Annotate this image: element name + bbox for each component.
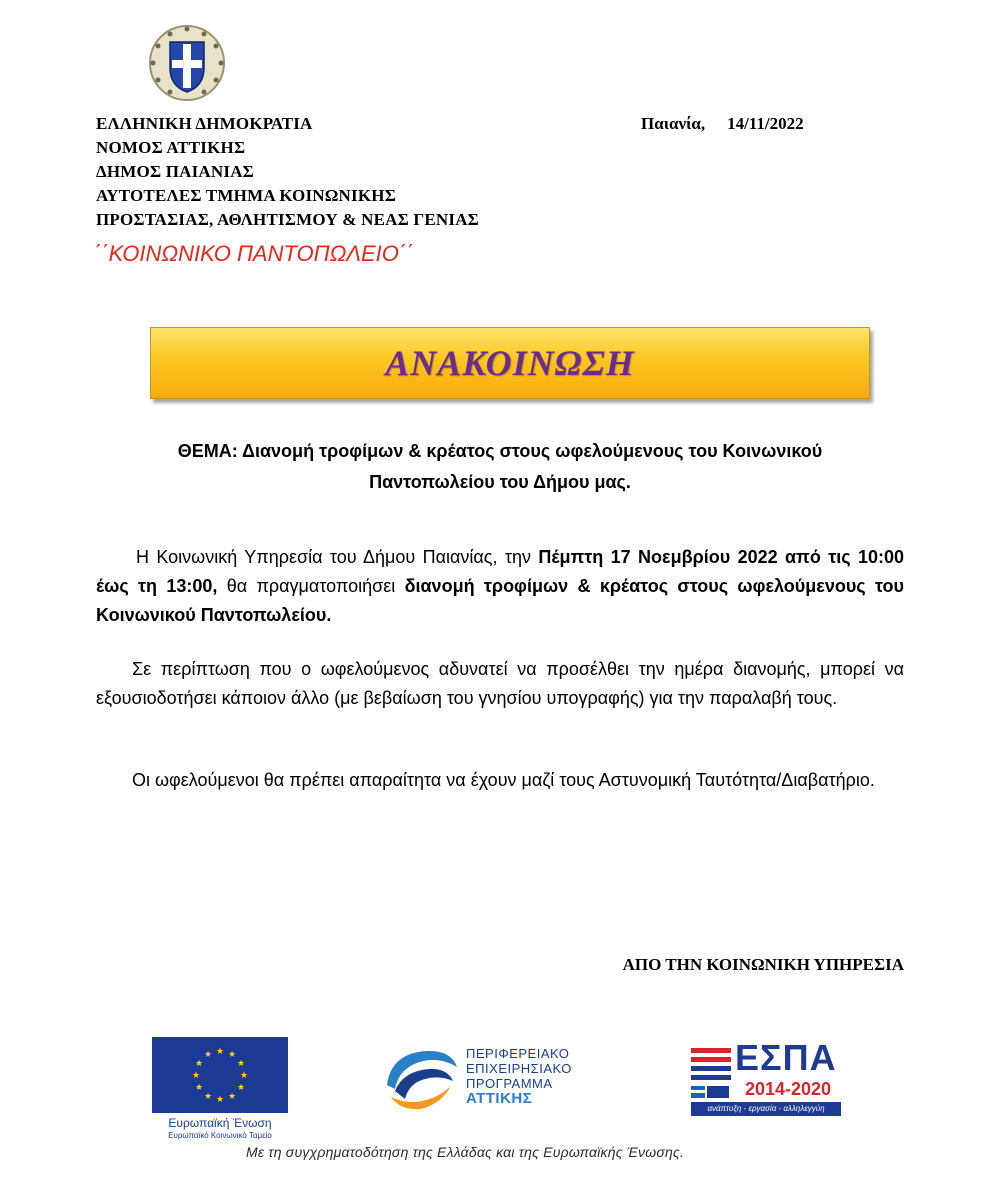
- date: 14/11/2022: [727, 114, 804, 133]
- svg-text:★: ★: [191, 1071, 201, 1081]
- place-date: [641, 112, 804, 136]
- svg-text:★: ★: [227, 1050, 237, 1060]
- header-line: ΝΟΜΟΣ ΑΤΤΙΚΗΣ: [96, 138, 246, 157]
- svg-text:★: ★: [239, 1071, 249, 1081]
- espa-years: 2014-2020: [735, 1078, 841, 1100]
- svg-text:★: ★: [194, 1059, 204, 1069]
- paragraph-distribution-details: διανομή τροφίμων & κρέατος στους ωφελούμενους του Κοινωνικού Παντοπωλείου.: [96, 576, 904, 625]
- place: Παιανία,: [641, 114, 706, 133]
- svg-text:★: ★: [236, 1059, 246, 1069]
- announcement-banner: [150, 327, 870, 399]
- pep-line: ΠΡΟΓΡΑΜΜΑ: [466, 1076, 553, 1091]
- signature: ΑΠΟ ΤΗΝ ΚΟΙΝΩΝΙΚΗ ΥΠΗΡΕΣΙΑ: [622, 955, 904, 974]
- svg-text:★: ★: [194, 1083, 204, 1093]
- svg-text:★: ★: [215, 1095, 225, 1105]
- paragraph-date-time: Πέμπτη 17 Νοεμβρίου 2022 από τις 10:00 έως τη 13:00,: [96, 547, 904, 596]
- greek-coat-of-arms-icon: [148, 24, 226, 102]
- pep-line: ΕΠΙΧΕΙΡΗΣΙΑΚΟ: [466, 1061, 572, 1076]
- pep-attica-swirl-icon: [381, 1045, 461, 1113]
- pep-line: ΠΕΡΙΦΕΡΕΙΑΚΟ: [466, 1046, 570, 1061]
- subject-line: ΘΕΜΑ: Διανομή τροφίμων & κρέατος στους ωφελούμενους του Κοινωνικού: [177, 441, 823, 461]
- pep-region: ΑΤΤΙΚΗΣ: [466, 1090, 533, 1107]
- espa-stripes-icon: [691, 1044, 733, 1100]
- espa-logo: [691, 1037, 843, 1118]
- pep-attica-logo-text: [466, 1046, 572, 1106]
- header-line: ΕΛΛΗΝΙΚΗ ΔΗΜΟΚΡΑΤΙΑ: [96, 114, 313, 133]
- paragraph-id-required: Οι ωφελούμενοι θα πρέπει απαραίτητα να έχουν μαζί τους Αστυνομική Ταυτότητα/Διαβατήριο.: [132, 770, 875, 790]
- paragraph-authorization: Σε περίπτωση που ο ωφελούμενος αδυνατεί να προσέλθει την ημέρα διανομής, μπορεί να εξουσιοδοτήσει κάποιον άλλο (με βεβαίωση του γνησίου υπογραφής) για την παραλαβή τους.: [96, 659, 904, 708]
- service-name: ΄΄ΚΟΙΝΩΝΙΚΟ ΠΑΝΤΟΠΩΛΕΙΟ΄΄: [94, 241, 414, 266]
- header-line: ΑΥΤΟΤΕΛΕΣ ΤΜΗΜΑ ΚΟΙΝΩΝΙΚΗΣ: [96, 186, 397, 205]
- svg-text:★: ★: [203, 1050, 213, 1060]
- espa-word: ΕΣΠΑ: [735, 1037, 837, 1078]
- paragraph-text: θα πραγματοποιήσει: [217, 576, 405, 596]
- paragraph-text: Η Κοινωνική Υπηρεσία του Δήμου Παιανίας, την: [136, 547, 539, 567]
- eu-caption: Ευρωπαϊκή Ένωση: [168, 1116, 272, 1130]
- cofinancing-note: Με τη συγχρηματοδότηση της Ελλάδας και της Ευρωπαϊκής Ένωσης.: [246, 1144, 685, 1160]
- svg-text:★: ★: [215, 1047, 225, 1057]
- issuer-header: [96, 112, 479, 232]
- subject-line: Παντοπωλείου του Δήμου μας.: [369, 472, 631, 492]
- paragraph-distribution: [96, 543, 904, 630]
- svg-text:★: ★: [203, 1092, 213, 1102]
- eu-flag-icon: [152, 1037, 288, 1113]
- announcement-title: ΑΝΑΚΟΙΝΩΣΗ: [385, 343, 635, 383]
- svg-text:★: ★: [227, 1092, 237, 1102]
- header-line: ΔΗΜΟΣ ΠΑΙΑΝΙΑΣ: [96, 162, 254, 181]
- subject: [96, 436, 904, 498]
- header-line: ΠΡΟΣΤΑΣΙΑΣ, ΑΘΛΗΤΙΣΜΟΥ & ΝΕΑΣ ΓΕΝΙΑΣ: [96, 210, 480, 229]
- espa-tagline: ανάπτυξη - εργασία - αλληλεγγύη: [691, 1102, 841, 1116]
- svg-text:★: ★: [236, 1083, 246, 1093]
- eu-fund-caption: Ευρωπαϊκό Κοινωνικό Ταμείο: [168, 1131, 272, 1140]
